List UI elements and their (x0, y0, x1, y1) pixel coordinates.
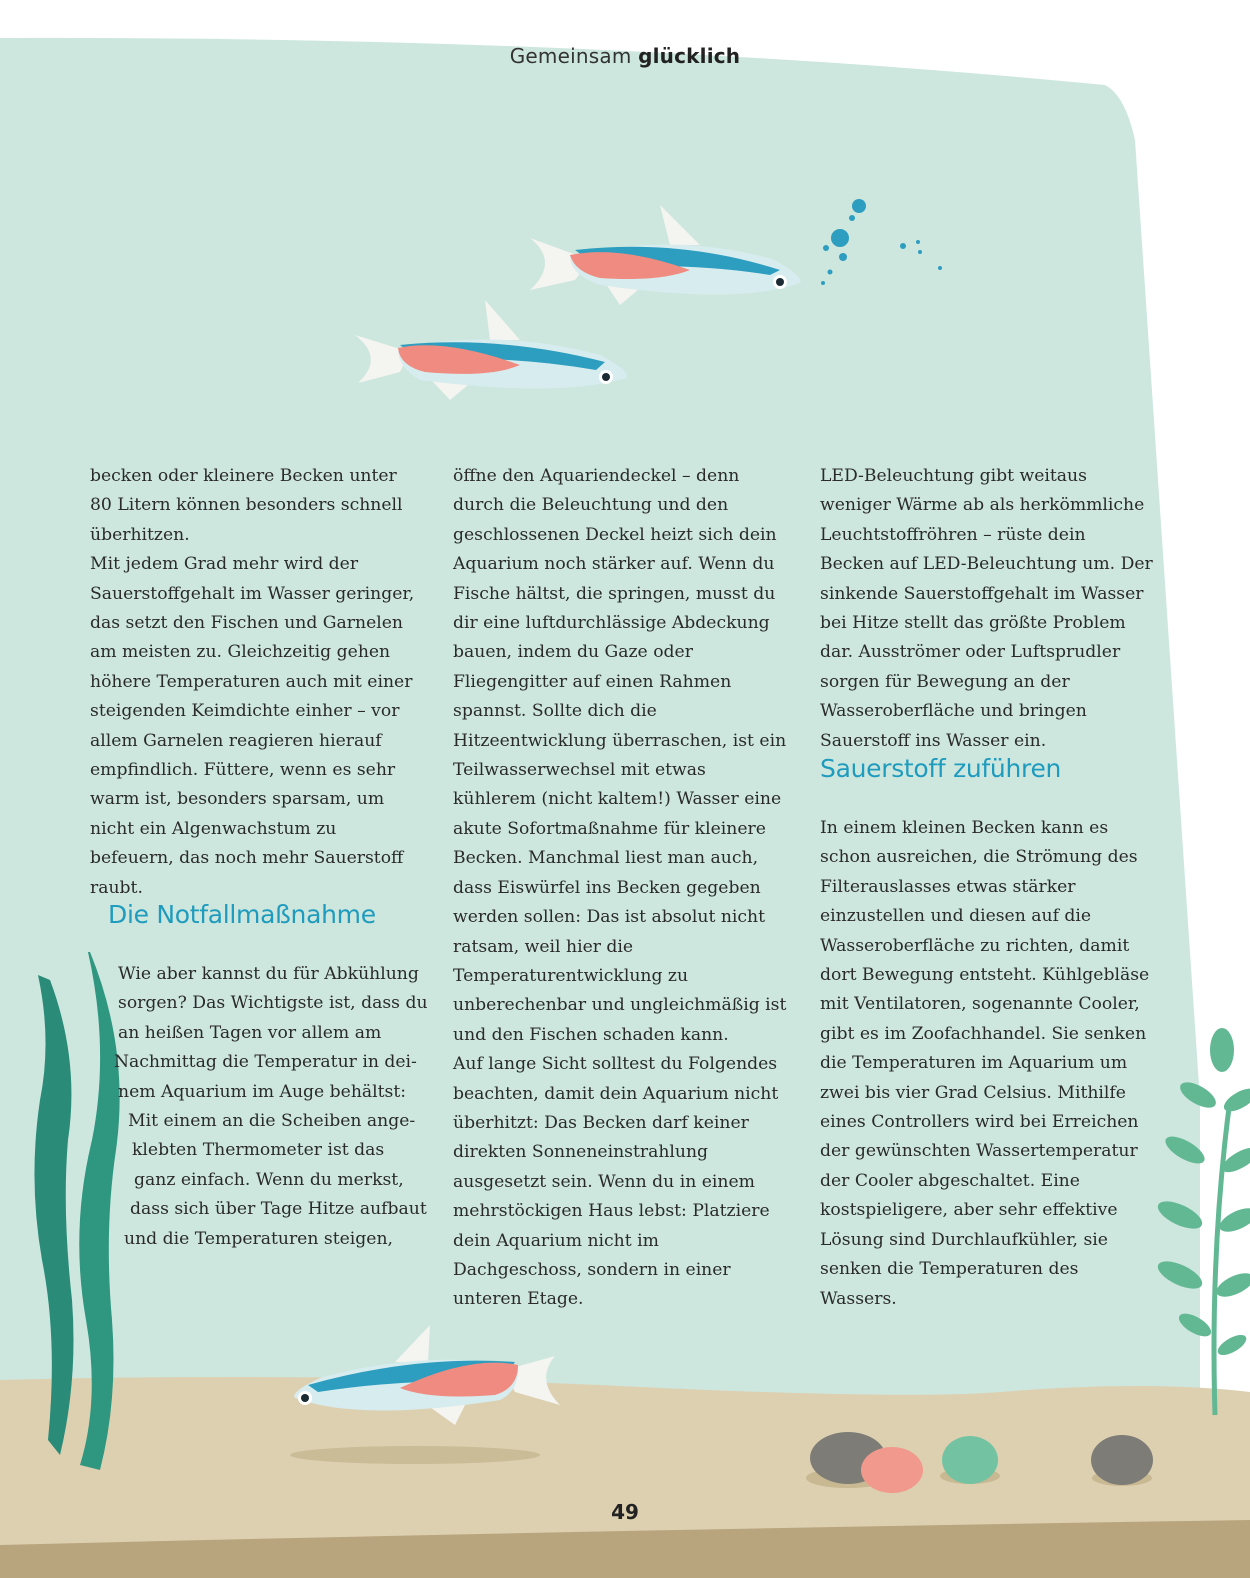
text-line: und die Temperaturen steigen, (124, 1228, 393, 1249)
col2-paragraph: Auf lange Sicht solltest du Folgendes beachten, damit dein Aquarium nicht überhitzt: Das Becken darf keiner direkten Sonneneinstrahlung ausgesetzt sein. Wenn du in einem mehrstöckigen Haus lebst: Platziere dein Aquarium nicht im Dachgeschoss, sondern in einer unteren Etage. (453, 1054, 779, 1310)
header-title-bold: glücklich (638, 44, 741, 68)
stone-grey (1091, 1435, 1153, 1485)
col2-paragraph: öffne den Aquariendeckel – denn durch die Beleuchtung und den geschlossenen Deckel heizt sich dein Aquarium noch stärker auf. Wenn du Fische hältst, die springen, musst du dir eine luftdurchlässige Abdeckung bauen, indem du Gaze oder Fliegengitter auf einen Rahmen spannst. Sollte dich die Hitzeentwicklung überraschen, ist ein Teilwasserwechsel mit etwas kühlerem (nicht kaltem!) Wasser eine akute Sofortmaßnahme für kleinere Becken. Manchmal liest man auch, dass Eiswürfel ins Becken gegeben werden sollen: Das ist absolut nicht ratsam, weil hier die Temperaturentwicklung zu unberechenbar und ungleichmäßig ist und den Fischen schaden kann. (453, 466, 787, 1045)
text-line: nem Aquarium im Auge behältst: (118, 1081, 407, 1102)
text-line: Mit einem an die Scheiben ange- (128, 1111, 416, 1131)
text-line: sorgen? Das Wichtigste ist, dass du (118, 993, 428, 1014)
column-2 (453, 462, 788, 1315)
col1-paragraph: Mit jedem Grad mehr wird der Sauerstoffgehalt im Wasser geringer, das setzt den Fischen und Garnelen am meisten zu. Gleichzeitig gehen höhere Temperaturen auch mit einer steigenden Keimdichte einher – vor allem Garnelen reagieren hierauf empfindlich. Füttere, wenn es sehr warm ist, besonders sparsam, um nicht ein Algenwachstum zu befeuern, das noch mehr Sauerstoff raubt. (90, 554, 415, 898)
text-line: an heißen Tagen vor allem am (118, 1022, 382, 1043)
stone-green (942, 1436, 998, 1484)
text-line: dass sich über Tage Hitze aufbaut (130, 1199, 427, 1220)
text-line: Wie aber kannst du für Abkühlung (118, 964, 419, 984)
text-line: klebten Thermometer ist das (132, 1140, 385, 1161)
col1-paragraph: becken oder kleinere Becken unter 80 Litern können besonders schnell überhitzen. (90, 466, 403, 545)
col3-paragraph: In einem kleinen Becken kann es schon ausreichen, die Strömung des Filterauslasses etwas stärker einzustellen und diesen auf die Wasseroberfläche zu richten, damit dort Bewegung entsteht. Kühlgebläse mit Ventilatoren, sogenannte Cooler, gibt es im Zoofachhandel. Sie senken die Temperaturen im Aquarium um zwei bis vier Grad Celsius. Mithilfe eines Controllers wird bei Erreichen der gewünschten Wassertemperatur der Cooler abgeschaltet. Eine kostspieligere, aber sehr effektive Lösung sind Durchlaufkühler, sie senken die Temperaturen des Wassers. (820, 818, 1150, 1309)
column-3-continued (820, 814, 1155, 1314)
stone-pink (861, 1447, 923, 1493)
column-1 (90, 462, 420, 903)
col3-paragraph: LED-Beleuchtung gibt weitaus weniger Wärme ab als herkömmliche Leuchtstoffröhren – rüste dein Becken auf LED-Beleuchtung um. Der sinkende Sauerstoffgehalt im Wasser bei Hitze stellt das größte Problem dar. Ausströmer oder Luftsprudler sorgen für Bewegung an der Wasseroberfläche und bringen Sauerstoff ins Wasser ein. (820, 466, 1153, 751)
running-header (0, 44, 1250, 68)
text-line: ganz einfach. Wenn du merkst, (134, 1169, 404, 1190)
header-title-regular: Gemeinsam (509, 44, 632, 68)
heading-sauerstoff-zufuehren: Sauerstoff zuführen (820, 754, 1062, 783)
column-3 (820, 462, 1155, 756)
heading-notfallmassnahme: Die Notfallmaßnahme (108, 900, 376, 929)
page-number: 49 (611, 1500, 639, 1524)
text-line: Nachmittag die Temperatur in dei- (114, 1052, 417, 1073)
